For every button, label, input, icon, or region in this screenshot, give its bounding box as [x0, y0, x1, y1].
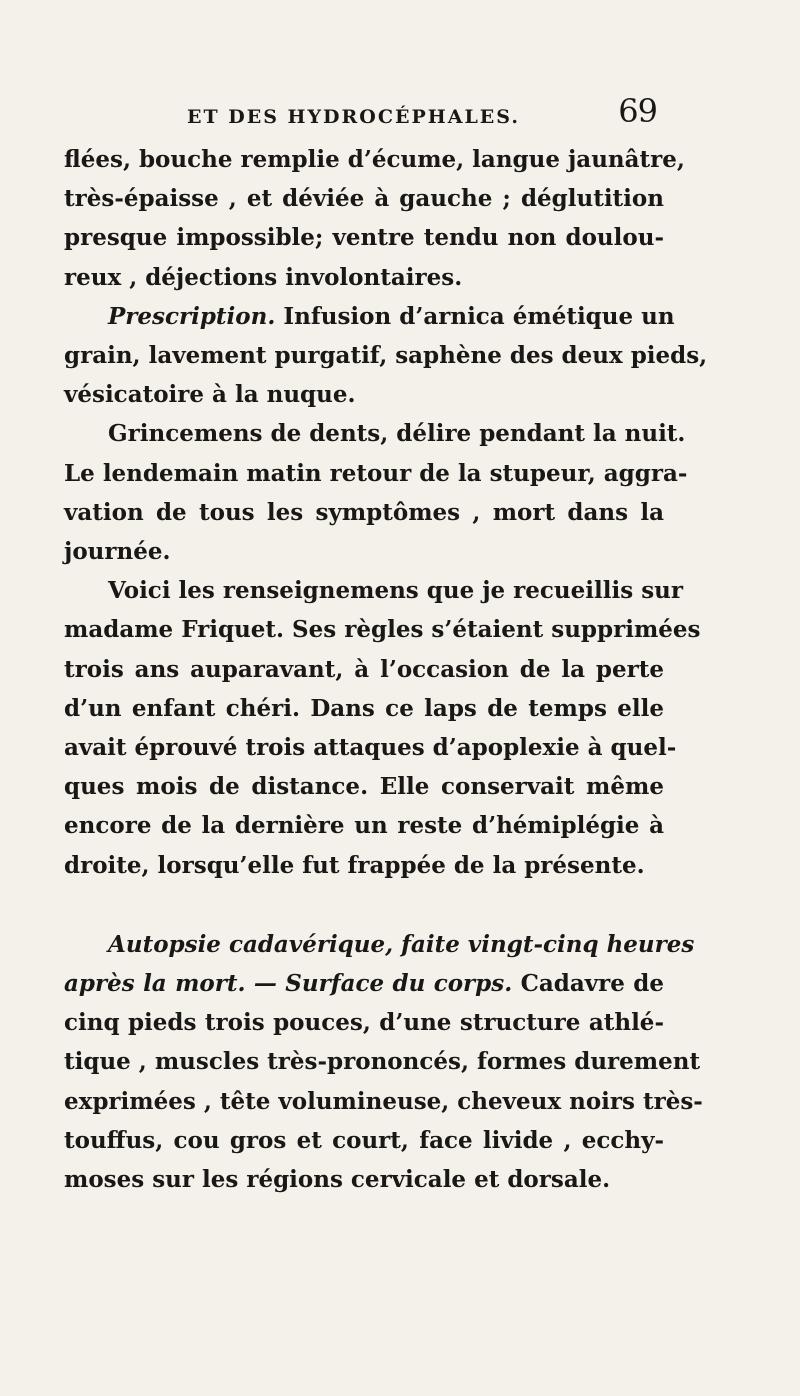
text-line: exprimées , tête volumineuse, cheveux noirs très-	[64, 1087, 703, 1115]
text-line: ques mois de distance. Elle conservait même	[64, 773, 664, 801]
text-line: Voici les renseignemens que je recueillis sur	[108, 577, 683, 605]
text-line: presque impossible; ventre tendu non doulou-	[64, 224, 664, 252]
page-header	[187, 92, 657, 138]
autopsy-subheading: après la mort. — Surface du corps.	[64, 970, 513, 998]
body-text	[64, 140, 708, 1199]
prescription-label: Prescription.	[108, 302, 276, 330]
text-line	[64, 297, 675, 336]
text-segment: Cadavre de	[512, 970, 664, 998]
text-segment: Infusion d’arnica émétique un	[275, 302, 675, 330]
text-line	[64, 964, 664, 1003]
text-line: flées, bouche remplie d’écume, langue jaunâtre,	[64, 146, 685, 173]
text-line: moses sur les régions cervicale et dorsale.	[64, 1166, 611, 1194]
text-line: touffus, cou gros et court, face livide , ecchy-	[64, 1126, 664, 1154]
text-line: encore de la dernière un reste d’hémiplégie à	[64, 812, 664, 840]
text-line: madame Friquet. Ses règles s’étaient supprimées	[64, 616, 701, 644]
autopsy-heading: Autopsie cadavérique, faite vingt-cinq heures	[108, 930, 695, 958]
page-number: 69	[618, 92, 657, 130]
text-line: reux , déjections involontaires.	[64, 263, 463, 291]
text-line: grain, lavement purgatif, saphène des deux pieds,	[64, 342, 708, 370]
text-line: avait éprouvé trois attaques d’apoplexie à quel-	[64, 734, 677, 762]
text-line: tique , muscles très-prononcés, formes durement	[64, 1048, 701, 1076]
text-line: Le lendemain matin retour de la stupeur, aggra-	[64, 459, 688, 487]
text-line: vésicatoire à la nuque.	[64, 381, 356, 409]
paragraph-gap	[64, 885, 664, 925]
running-title: ET DES HYDROCÉPHALES.	[187, 106, 520, 128]
text-line: très-épaisse , et déviée à gauche ; déglutition	[64, 185, 664, 213]
text-line: trois ans auparavant, à l’occasion de la perte	[64, 655, 664, 683]
text-line: journée.	[64, 538, 171, 566]
text-line: d’un enfant chéri. Dans ce laps de temps elle	[64, 694, 664, 722]
text-line: Grincemens de dents, délire pendant la nuit.	[108, 420, 686, 448]
text-line: vation de tous les symptômes , mort dans la	[64, 498, 664, 526]
text-line: cinq pieds trois pouces, d’une structure athlé-	[64, 1009, 664, 1037]
text-line: droite, lorsqu’elle fut frappée de la présente.	[64, 851, 645, 879]
